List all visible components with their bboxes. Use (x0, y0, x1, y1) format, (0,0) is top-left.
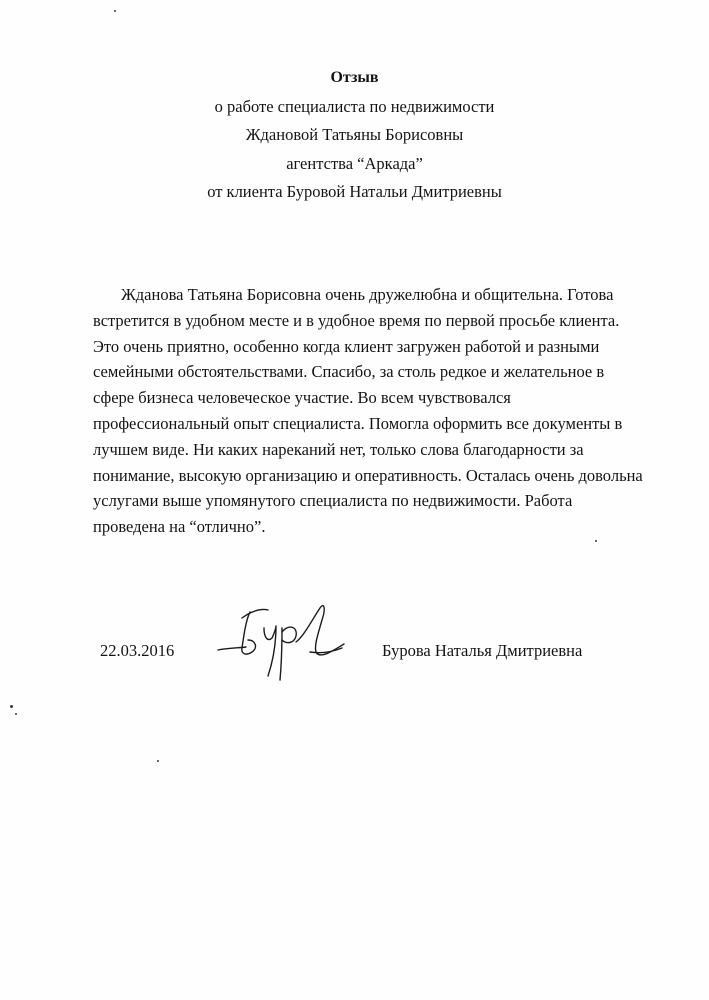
handwritten-signature (212, 598, 352, 688)
review-body (93, 282, 643, 540)
signature-date: 22.03.2016 (100, 641, 175, 660)
body-line: услугами выше упомянутого специалиста по недвижимости. Работа (93, 491, 573, 511)
document-title: Отзыв (330, 69, 379, 86)
signatory-name: Бурова Наталья Дмитриевна (382, 641, 583, 660)
document-heading (0, 64, 709, 207)
scan-speck (10, 705, 13, 708)
body-line: сфере бизнеса человеческое участие. Во всем чувствовался (93, 388, 511, 408)
scan-speck (157, 760, 159, 762)
body-line: встретится в удобном месте и в удобное время по первой просьбе клиента. (93, 310, 620, 330)
heading-client: от клиента Буровой Натальи Дмитриевны (207, 182, 502, 201)
scan-speck (15, 713, 17, 715)
heading-subject: о работе специалиста по недвижимости (214, 96, 495, 116)
body-line: лучшем виде. Ни каких нареканий нет, только слова благодарности за (93, 439, 584, 459)
heading-agency: агентства “Аркада” (286, 153, 423, 173)
body-line: проведена на “отлично”. (93, 517, 266, 537)
body-line: семейными обстоятельствами. Спасибо, за столь редкое и желательное в (93, 362, 605, 382)
body-line: понимание, высокую организацию и оперативность. Осталась очень довольна (93, 465, 643, 485)
body-line: профессиональный опыт специалиста. Помогла оформить все документы в (93, 413, 623, 433)
body-line: Жданова Татьяна Борисовна очень дружелюбна и общительна. Готова (121, 285, 614, 304)
scan-speck (114, 10, 116, 12)
scan-speck (595, 540, 597, 542)
body-line: Это очень приятно, особенно когда клиент загружен работой и разными (93, 336, 600, 356)
heading-specialist-name: Ждановой Татьяны Борисовны (245, 125, 464, 144)
